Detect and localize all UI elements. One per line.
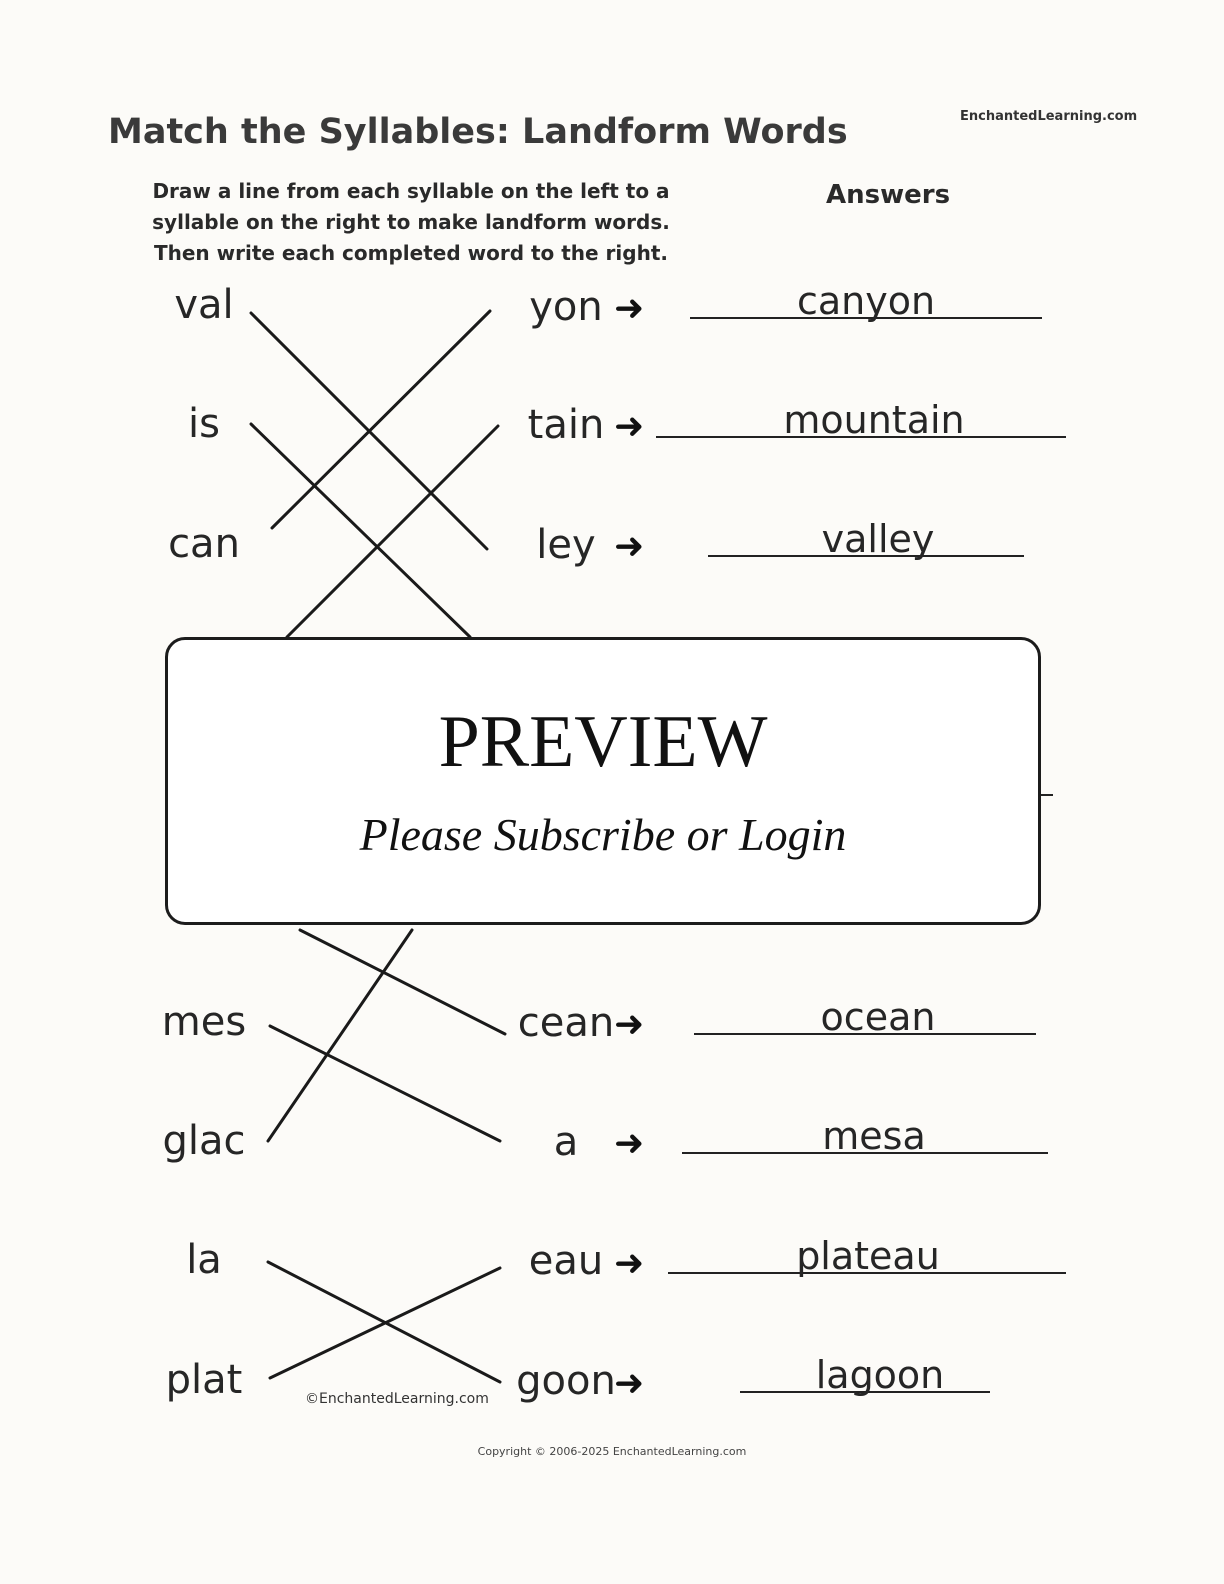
left-syllable-mes: mes: [161, 999, 247, 1045]
left-syllable-is: is: [188, 401, 220, 447]
right-syllable-yon: yon: [529, 284, 603, 330]
left-syllable-val: val: [174, 282, 234, 328]
left-syllable-glac: glac: [162, 1118, 246, 1164]
answer-valley: valley: [821, 517, 935, 561]
left-syllable-la: la: [186, 1237, 222, 1283]
answer-lagoon: lagoon: [815, 1353, 945, 1397]
site-label[interactable]: EnchantedLearning.com: [960, 109, 1138, 124]
answer-canyon: canyon: [796, 279, 936, 323]
instructions-text: Draw a line from each syllable on the left to a syllable on the right to make landform words. Then write each completed word to the right.: [152, 179, 670, 265]
left-syllable-can: can: [168, 521, 240, 567]
arrow-icon: ➜: [614, 1363, 645, 1404]
worksheet-title: Match the Syllables: Landform Words: [108, 112, 848, 152]
answer-mesa: mesa: [822, 1114, 926, 1158]
answer-mountain: mountain: [783, 398, 965, 442]
right-syllable-eau: eau: [528, 1238, 604, 1284]
right-syllable-ley: ley: [536, 522, 596, 568]
answer-ocean: ocean: [820, 995, 936, 1039]
right-syllable-cean: cean: [517, 1000, 615, 1046]
subscribe-login-message[interactable]: Please Subscribe or Login: [359, 809, 847, 860]
match-line-tain: [287, 426, 498, 637]
arrow-icon: ➜: [614, 526, 645, 567]
sheet-copyright: ©EnchantedLearning.com: [305, 1391, 489, 1407]
answers-heading: Answers: [826, 180, 951, 210]
right-syllable-goon: goon: [516, 1358, 616, 1404]
arrow-icon: ➜: [614, 406, 645, 447]
arrow-icon: ➜: [614, 288, 645, 329]
match-line-is: [251, 424, 470, 637]
match-line-plat-eau: [270, 1268, 500, 1378]
match-line-mes-a: [270, 1026, 500, 1141]
arrow-icon: ➜: [614, 1004, 645, 1045]
right-syllable-tain: tain: [527, 402, 605, 448]
match-line-can-yon: [272, 311, 490, 528]
right-syllable-a: a: [553, 1119, 579, 1165]
arrow-icon: ➜: [614, 1243, 645, 1284]
answer-line-fragment: [1041, 794, 1053, 796]
answer-plateau: plateau: [796, 1234, 940, 1278]
preview-overlay[interactable]: [165, 637, 1041, 925]
left-syllable-plat: plat: [165, 1357, 243, 1403]
arrow-icon: ➜: [614, 1123, 645, 1164]
page-copyright: Copyright © 2006-2025 EnchantedLearning.com: [477, 1445, 747, 1458]
preview-heading: PREVIEW: [438, 701, 768, 783]
